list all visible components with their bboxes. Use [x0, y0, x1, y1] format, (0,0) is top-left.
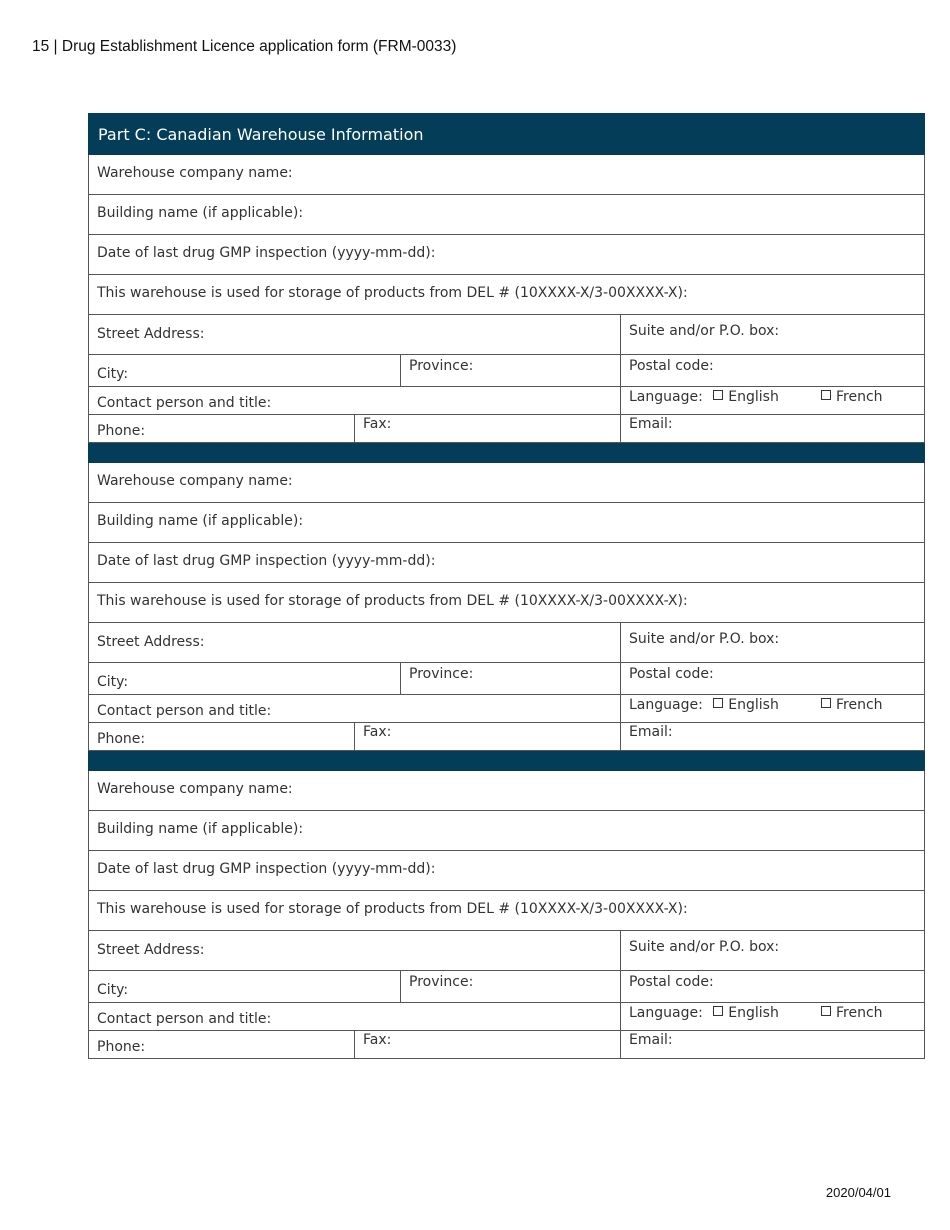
province-field[interactable] — [400, 971, 620, 1002]
section-divider-bar — [88, 443, 925, 463]
language-label: Language: — [629, 1005, 703, 1021]
gmp-date-field[interactable] — [88, 543, 925, 583]
street-address-label: Street Address: — [97, 326, 205, 342]
language-options — [629, 1005, 924, 1027]
language-field — [620, 387, 924, 414]
email-label: Email: — [629, 1032, 673, 1048]
city-field[interactable] — [89, 663, 400, 694]
company-name-field[interactable] — [88, 155, 925, 195]
phone-label: Phone: — [97, 423, 146, 439]
contact-row — [88, 695, 925, 723]
french-checkbox[interactable] — [821, 390, 831, 400]
english-checkbox[interactable] — [713, 390, 723, 400]
french-label: French — [836, 1005, 883, 1021]
city-row — [88, 355, 925, 387]
phone-field[interactable] — [89, 723, 354, 750]
building-name-field[interactable] — [88, 811, 925, 851]
building-name-label: Building name (if applicable): — [97, 205, 304, 221]
email-label: Email: — [629, 724, 673, 740]
del-number-label: This warehouse is used for storage of products from DEL # (10XXXX-X/3-00XXXX-X): — [97, 901, 688, 917]
street-address-field[interactable] — [89, 315, 620, 354]
language-field — [620, 695, 924, 722]
province-label: Province: — [409, 666, 474, 682]
language-label: Language: — [629, 389, 703, 405]
french-label: French — [836, 697, 883, 713]
language-options — [629, 697, 924, 719]
del-number-field[interactable] — [88, 583, 925, 623]
language-options — [629, 389, 924, 411]
phone-row — [88, 723, 925, 751]
english-option[interactable] — [713, 697, 779, 713]
fax-label: Fax: — [363, 1032, 392, 1048]
language-field — [620, 1003, 924, 1030]
contact-person-field[interactable] — [89, 387, 620, 414]
phone-label: Phone: — [97, 731, 146, 747]
phone-label: Phone: — [97, 1039, 146, 1055]
warehouse-form — [88, 113, 925, 1059]
company-name-label: Warehouse company name: — [97, 781, 293, 797]
english-label: English — [728, 697, 779, 713]
section-title: Part C: Canadian Warehouse Information — [88, 113, 925, 155]
address-row — [88, 315, 925, 355]
contact-row — [88, 387, 925, 415]
contact-person-field[interactable] — [89, 695, 620, 722]
address-row — [88, 623, 925, 663]
building-name-label: Building name (if applicable): — [97, 821, 304, 837]
section-divider-bar — [88, 751, 925, 771]
street-address-field[interactable] — [89, 623, 620, 662]
phone-row — [88, 415, 925, 443]
warehouse-block — [88, 463, 925, 751]
city-field[interactable] — [89, 971, 400, 1002]
city-row — [88, 663, 925, 695]
french-option[interactable] — [821, 389, 883, 405]
english-label: English — [728, 389, 779, 405]
postal-code-field[interactable] — [620, 355, 924, 386]
english-checkbox[interactable] — [713, 1006, 723, 1016]
street-address-label: Street Address: — [97, 634, 205, 650]
english-label: English — [728, 1005, 779, 1021]
email-field[interactable] — [620, 723, 924, 750]
fax-field[interactable] — [354, 1031, 620, 1058]
warehouse-block — [88, 155, 925, 443]
french-option[interactable] — [821, 1005, 883, 1021]
postal-code-label: Postal code: — [629, 974, 714, 990]
del-number-field[interactable] — [88, 275, 925, 315]
language-label: Language: — [629, 697, 703, 713]
fax-field[interactable] — [354, 723, 620, 750]
contact-person-field[interactable] — [89, 1003, 620, 1030]
del-number-field[interactable] — [88, 891, 925, 931]
gmp-date-label: Date of last drug GMP inspection (yyyy-mm-dd): — [97, 553, 436, 569]
suite-label: Suite and/or P.O. box: — [629, 323, 780, 339]
french-checkbox[interactable] — [821, 1006, 831, 1016]
company-name-label: Warehouse company name: — [97, 165, 293, 181]
email-label: Email: — [629, 416, 673, 432]
address-row — [88, 931, 925, 971]
gmp-date-field[interactable] — [88, 235, 925, 275]
gmp-date-field[interactable] — [88, 851, 925, 891]
postal-code-field[interactable] — [620, 663, 924, 694]
street-address-field[interactable] — [89, 931, 620, 970]
gmp-date-label: Date of last drug GMP inspection (yyyy-mm-dd): — [97, 861, 436, 877]
building-name-field[interactable] — [88, 195, 925, 235]
city-field[interactable] — [89, 355, 400, 386]
postal-code-label: Postal code: — [629, 666, 714, 682]
postal-code-label: Postal code: — [629, 358, 714, 374]
phone-field[interactable] — [89, 1031, 354, 1058]
footer-date: 2020/04/01 — [825, 1185, 891, 1200]
province-field[interactable] — [400, 355, 620, 386]
company-name-field[interactable] — [88, 463, 925, 503]
del-number-label: This warehouse is used for storage of products from DEL # (10XXXX-X/3-00XXXX-X): — [97, 285, 688, 301]
page-header: 15 | Drug Establishment Licence application form (FRM-0033) — [32, 38, 457, 55]
email-field[interactable] — [620, 1031, 924, 1058]
building-name-label: Building name (if applicable): — [97, 513, 304, 529]
city-label: City: — [97, 674, 129, 690]
province-label: Province: — [409, 974, 474, 990]
email-field[interactable] — [620, 415, 924, 442]
contact-person-label: Contact person and title: — [97, 1011, 272, 1027]
building-name-field[interactable] — [88, 503, 925, 543]
english-option[interactable] — [713, 1005, 779, 1021]
fax-label: Fax: — [363, 724, 392, 740]
province-field[interactable] — [400, 663, 620, 694]
company-name-label: Warehouse company name: — [97, 473, 293, 489]
postal-code-field[interactable] — [620, 971, 924, 1002]
suite-label: Suite and/or P.O. box: — [629, 631, 780, 647]
del-number-label: This warehouse is used for storage of products from DEL # (10XXXX-X/3-00XXXX-X): — [97, 593, 688, 609]
warehouse-block — [88, 771, 925, 1059]
french-option[interactable] — [821, 697, 883, 713]
phone-field[interactable] — [89, 415, 354, 442]
suite-label: Suite and/or P.O. box: — [629, 939, 780, 955]
suite-field[interactable] — [620, 931, 924, 970]
phone-row — [88, 1031, 925, 1059]
city-label: City: — [97, 982, 129, 998]
english-checkbox[interactable] — [713, 698, 723, 708]
english-option[interactable] — [713, 389, 779, 405]
french-checkbox[interactable] — [821, 698, 831, 708]
street-address-label: Street Address: — [97, 942, 205, 958]
gmp-date-label: Date of last drug GMP inspection (yyyy-mm-dd): — [97, 245, 436, 261]
company-name-field[interactable] — [88, 771, 925, 811]
fax-field[interactable] — [354, 415, 620, 442]
suite-field[interactable] — [620, 623, 924, 662]
contact-person-label: Contact person and title: — [97, 703, 272, 719]
fax-label: Fax: — [363, 416, 392, 432]
province-label: Province: — [409, 358, 474, 374]
city-label: City: — [97, 366, 129, 382]
contact-person-label: Contact person and title: — [97, 395, 272, 411]
suite-field[interactable] — [620, 315, 924, 354]
city-row — [88, 971, 925, 1003]
french-label: French — [836, 389, 883, 405]
contact-row — [88, 1003, 925, 1031]
